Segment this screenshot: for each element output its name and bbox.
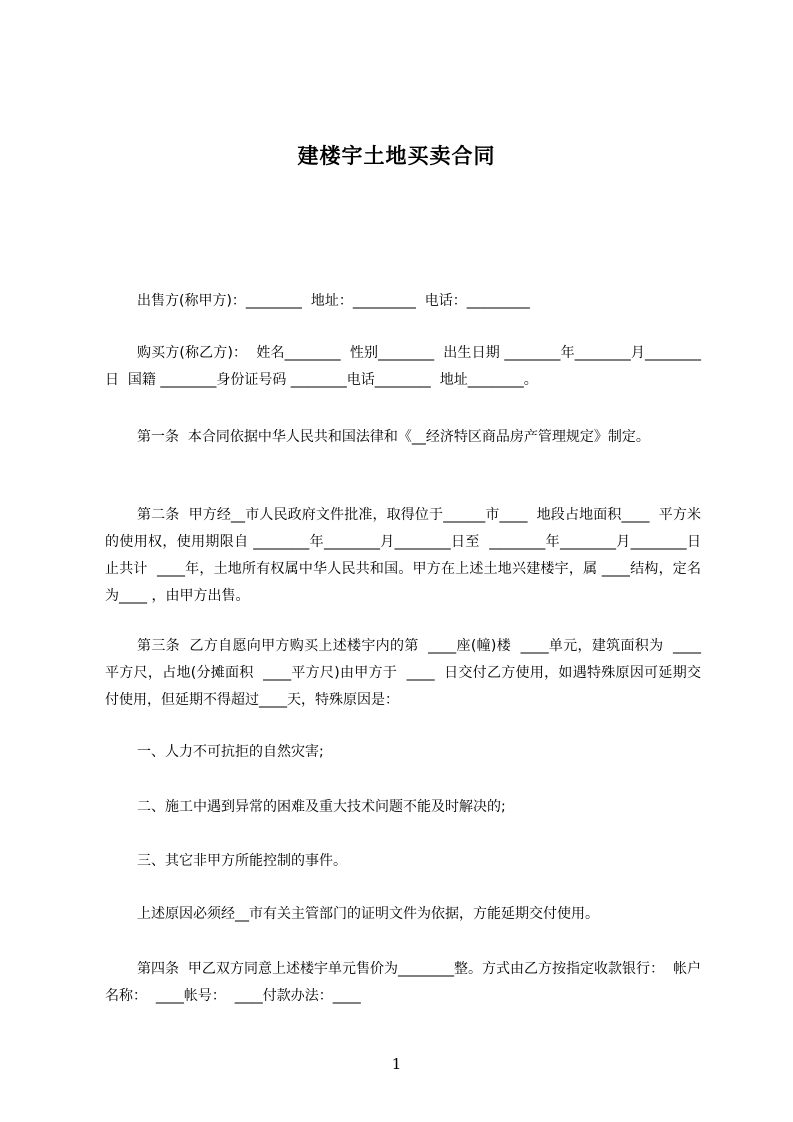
- paragraph-article-4: 第四条 甲乙双方同意上述楼宇单元售价为________整。方式由乙方按指定收款银行： 帐户名称： ____帐号： ____付款办法：____: [105, 961, 701, 1004]
- paragraph-article-1: 第一条 本合同依据中华人民共和国法律和《__经济特区商品房产管理规定》制定。: [137, 429, 650, 445]
- paragraph-reason-3: 三、其它非甲方所能控制的事件。: [137, 853, 347, 869]
- paragraph-buyer-info: 购买方(称乙方)： 姓名________ 性别________ 出生日期 ________年________月________日 国籍 ________身份证号码 ________电话________ 地址________。: [105, 345, 701, 388]
- paragraph-reason-1: 一、人力不可抗拒的自然灾害;: [137, 744, 324, 760]
- paragraph-article-2: 第二条 甲方经__市人民政府文件批准，取得位于______市____ 地段占地面积____ 平方米的使用权，使用期限自 ________年________月________日至 ________年________月________日止共计 ____年，土地所有权属中华人民共和国。甲方在上述土地兴建楼宇，属 ____结构，定名为____ ，由甲方出售。: [105, 507, 701, 604]
- paragraph-article-3: 第三条 乙方自愿向甲方购买上述楼宇内的第 ____座(幢)楼 ____单元，建筑面积为 ____平方尺，占地(分摊面积 ____平方尺)由甲方于 ____ 日交付乙方使用，如遇特殊原因可延期交付使用，但延期不得超过____天，特殊原因是：: [105, 638, 701, 708]
- paragraph-reason-note: 上述原因必须经__市有关主管部门的证明文件为依据，方能延期交付使用。: [137, 906, 599, 922]
- paragraph-seller-info: 出售方(称甲方)：________ 地址：_________ 电话：_________: [137, 293, 530, 309]
- page-number: 1: [391, 1055, 402, 1073]
- paragraph-reason-2: 二、施工中遇到异常的困难及重大技术问题不能及时解决的;: [137, 799, 506, 815]
- document-title: 建楼宇土地买卖合同: [297, 144, 496, 168]
